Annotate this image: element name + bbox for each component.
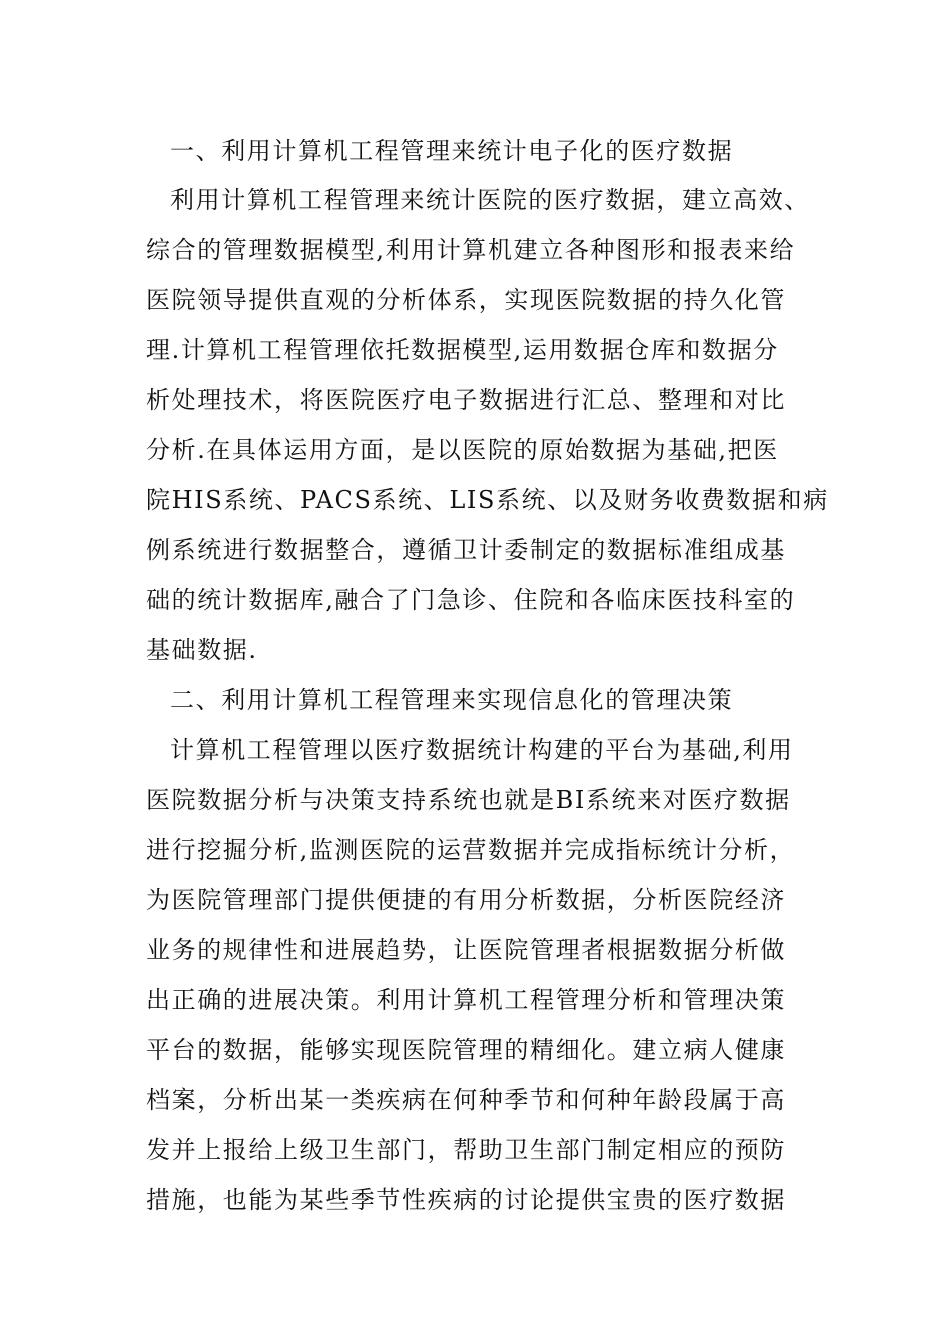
section-1-line-1: 利用计算机工程管理来统计医院的医疗数据，建立高效、 bbox=[170, 186, 810, 214]
section-2-line-10: 措施，也能为某些季节性疾病的讨论提供宝贵的医疗数据 bbox=[146, 1186, 786, 1214]
section-1-heading: 一、利用计算机工程管理来统计电子化的医疗数据 bbox=[170, 137, 734, 165]
section-1-line-9: 础的统计数据库,融合了门急诊、住院和各临床医技科室的 bbox=[146, 586, 796, 614]
section-2-line-2: 医院数据分析与决策支持系统也就是BI系统来对医疗数据 bbox=[146, 786, 791, 814]
section-2-line-9: 发并上报给上级卫生部门，帮助卫生部门制定相应的预防 bbox=[146, 1136, 786, 1164]
section-1-line-4: 理.计算机工程管理依托数据模型,运用数据仓库和数据分 bbox=[146, 336, 779, 364]
section-2-line-1: 计算机工程管理以医疗数据统计构建的平台为基础,利用 bbox=[170, 736, 794, 764]
section-2-line-8: 档案，分析出某一类疾病在何种季节和何种年龄段属于高 bbox=[146, 1086, 786, 1114]
section-1-line-6: 分析.在具体运用方面，是以医院的原始数据为基础,把医 bbox=[146, 436, 779, 464]
section-2-heading: 二、利用计算机工程管理来实现信息化的管理决策 bbox=[170, 686, 734, 714]
section-2-line-7: 平台的数据，能够实现医院管理的精细化。建立病人健康 bbox=[146, 1036, 786, 1064]
section-1-line-10: 基础数据. bbox=[146, 636, 258, 664]
section-2-line-5: 业务的规律性和进展趋势，让医院管理者根据数据分析做 bbox=[146, 936, 786, 964]
section-1-line-7: 院HIS系统、PACS系统、LIS系统、以及财务收费数据和病 bbox=[146, 486, 829, 514]
section-2-line-3: 进行挖掘分析,监测医院的运营数据并完成指标统计分析， bbox=[146, 836, 796, 864]
section-2-line-4: 为医院管理部门提供便捷的有用分析数据，分析医院经济 bbox=[146, 886, 786, 914]
section-1-line-5: 析处理技术，将医院医疗电子数据进行汇总、整理和对比 bbox=[146, 386, 786, 414]
section-1-line-2: 综合的管理数据模型,利用计算机建立各种图形和报表来给 bbox=[146, 236, 796, 264]
section-1-line-3: 医院领导提供直观的分析体系，实现医院数据的持久化管 bbox=[146, 286, 786, 314]
section-2-line-6: 出正确的进展决策。利用计算机工程管理分析和管理决策 bbox=[146, 986, 786, 1014]
section-1-line-8: 例系统进行数据整合，遵循卫计委制定的数据标准组成基 bbox=[146, 536, 786, 564]
